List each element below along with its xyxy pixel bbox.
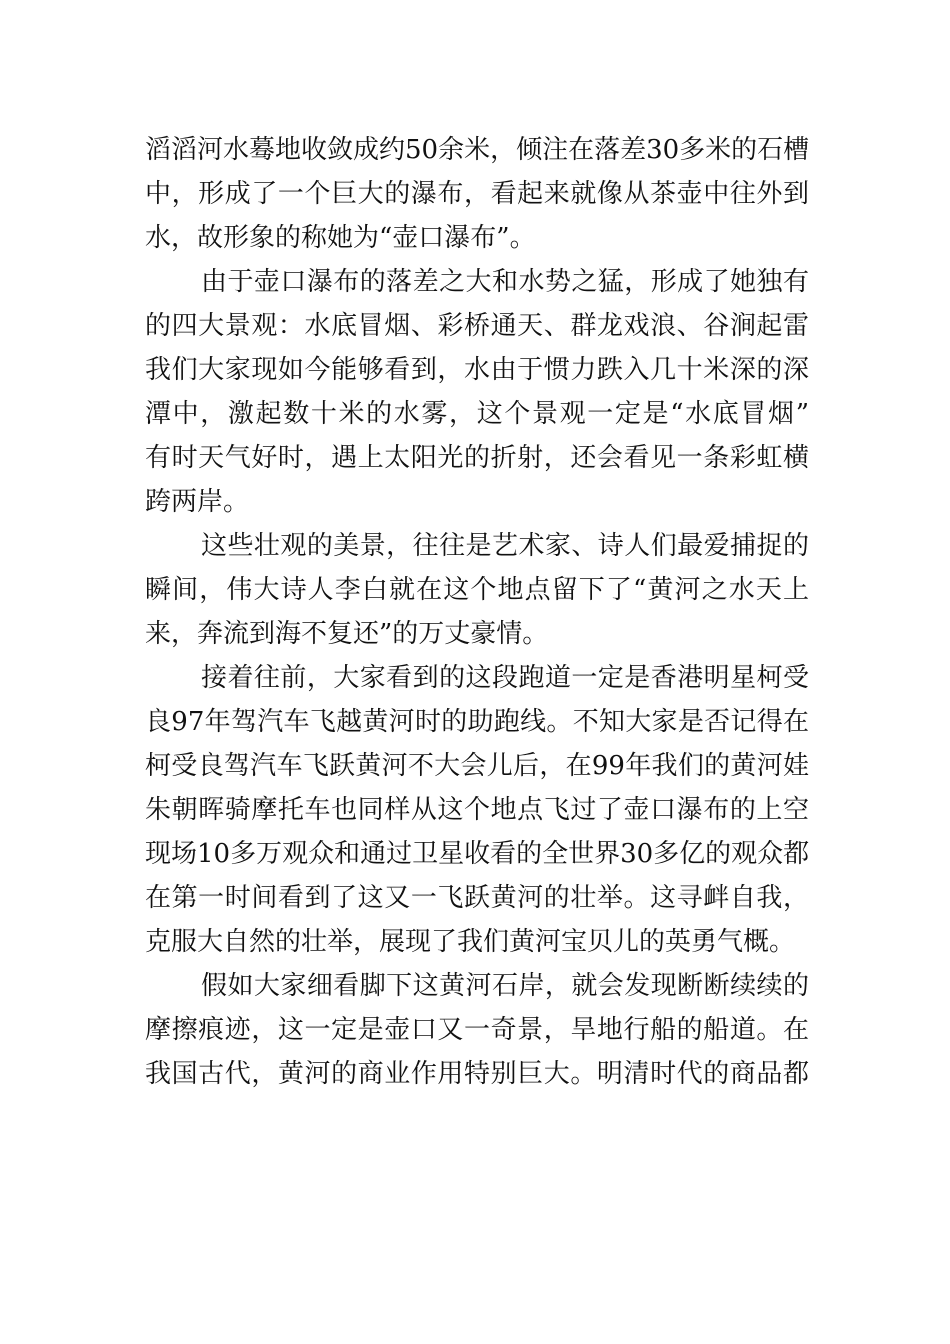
paragraph-2: [145, 260, 809, 524]
text-line: 跨两岸。: [145, 487, 250, 517]
text-line: 现场10多万观众和通过卫星收看的全世界30多亿的观众都: [145, 839, 810, 869]
text-line: 接着往前，大家看到的这段跑道一定是香港明星柯受: [201, 663, 809, 693]
text-line: 我们大家现如今能够看到，水由于惯力跌入几十米深的深: [145, 355, 809, 385]
paragraph-3: [145, 524, 809, 656]
text-line: 中，形成了一个巨大的瀑布，看起来就像从茶壶中往外到: [145, 179, 809, 209]
document-body: [145, 128, 809, 1096]
text-line: 朱朝晖骑摩托车也同样从这个地点飞过了壶口瀑布的上空: [145, 795, 809, 825]
text-line: 瞬间，伟大诗人李白就在这个地点留下了“黄河之水天上: [145, 575, 809, 605]
text-line: 有时天气好时，遇上太阳光的折射，还会看见一条彩虹横: [145, 443, 809, 473]
text-line: 假如大家细看脚下这黄河石岸，就会发现断断续续的: [201, 971, 809, 1001]
text-line: 的四大景观：水底冒烟、彩桥通天、群龙戏浪、谷涧起雷: [145, 311, 809, 341]
text-line: 我国古代，黄河的商业作用特别巨大。明清时代的商品都: [145, 1059, 809, 1089]
paragraph-4: [145, 656, 809, 964]
text-line: 由于壶口瀑布的落差之大和水势之猛，形成了她独有: [201, 267, 809, 297]
text-line: 潭中，激起数十米的水雾，这个景观一定是“水底冒烟”: [145, 399, 809, 429]
text-line: 来，奔流到海不复还”的万丈豪情。: [145, 619, 549, 649]
text-line: 滔滔河水蓦地收敛成约50余米，倾注在落差30多米的石槽: [145, 135, 810, 165]
text-line: 在第一时间看到了这又一飞跃黄河的壮举。这寻衅自我，: [145, 883, 809, 913]
text-line: 柯受良驾汽车飞跃黄河不大会儿后，在99年我们的黄河娃: [145, 751, 809, 781]
text-line: 这些壮观的美景，往往是艺术家、诗人们最爱捕捉的: [201, 531, 809, 561]
paragraph-1: [145, 128, 809, 260]
text-line: 良97年驾汽车飞越黄河时的助跑线。不知大家是否记得在: [145, 707, 809, 737]
paragraph-5: [145, 964, 809, 1096]
text-line: 摩擦痕迹，这一定是壶口又一奇景，旱地行船的船道。在: [145, 1015, 809, 1045]
text-line: 克服大自然的壮举，展现了我们黄河宝贝儿的英勇气概。: [145, 927, 796, 957]
text-line: 水，故形象的称她为“壶口瀑布”。: [145, 223, 536, 253]
